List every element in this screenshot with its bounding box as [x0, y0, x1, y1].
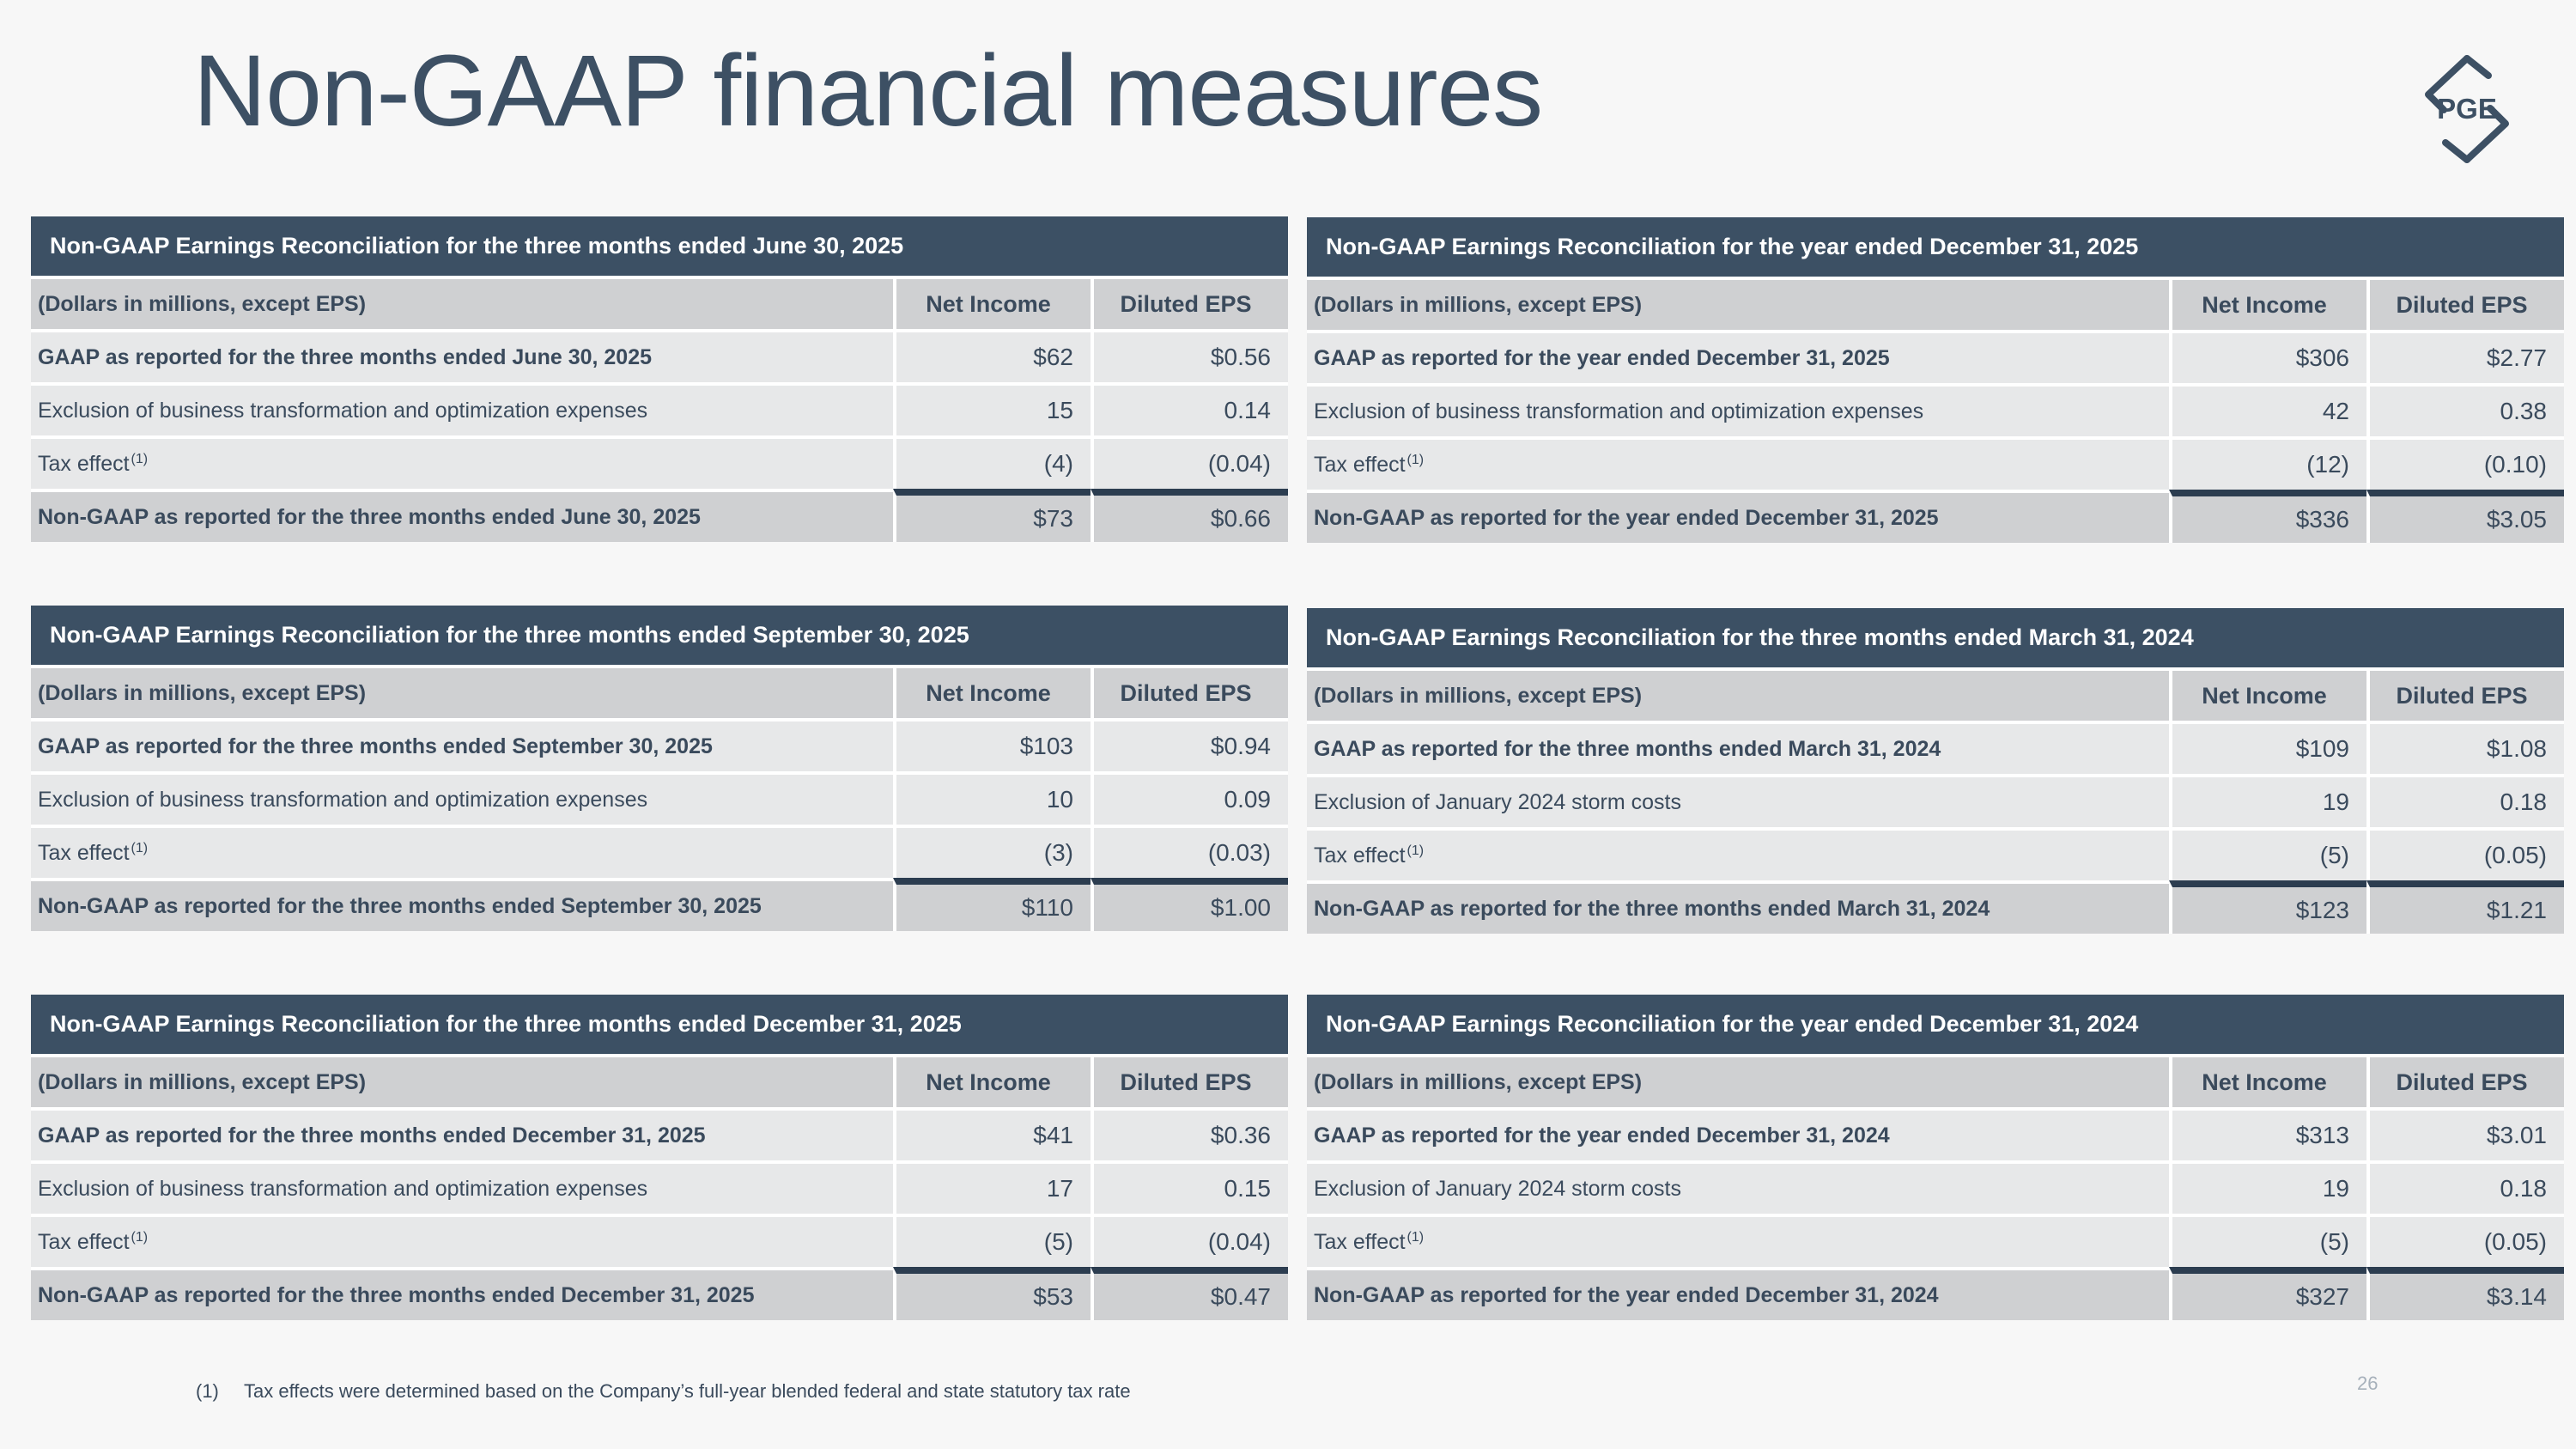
- row-label: GAAP as reported for the three months ended March 31, 2024: [1307, 721, 2169, 774]
- diluted-eps-value: $0.66: [1091, 489, 1288, 542]
- net-income-value: (5): [2169, 1214, 2366, 1267]
- net-income-value: (5): [893, 1214, 1091, 1267]
- table-total-row: [31, 878, 1288, 931]
- net-income-value: $313: [2169, 1107, 2366, 1160]
- net-income-value: (5): [2169, 827, 2366, 880]
- diluted-eps-value: (0.05): [2366, 1214, 2564, 1267]
- diluted-eps-header: Diluted EPS: [1091, 1054, 1288, 1107]
- reconciliation-table: [1307, 667, 2564, 934]
- row-label: Non-GAAP as reported for the three months ended March 31, 2024: [1307, 880, 2169, 934]
- diluted-eps-value: (0.04): [1091, 1214, 1288, 1267]
- diluted-eps-value: 0.18: [2366, 1160, 2564, 1214]
- table-row: [31, 435, 1288, 489]
- net-income-value: 10: [893, 771, 1091, 825]
- panel-title: Non-GAAP Earnings Reconciliation for the three months ended December 31, 2025: [31, 995, 1288, 1054]
- reconciliation-table: [31, 276, 1288, 542]
- diluted-eps-value: (0.04): [1091, 435, 1288, 489]
- net-income-value: $336: [2169, 490, 2366, 543]
- table-total-row: [1307, 490, 2564, 543]
- net-income-value: (12): [2169, 436, 2366, 490]
- table-row: [1307, 1107, 2564, 1160]
- diluted-eps-value: $3.14: [2366, 1267, 2564, 1320]
- table-row: [31, 382, 1288, 435]
- pge-logo-text: PGE: [2437, 93, 2497, 125]
- diluted-eps-header: Diluted EPS: [2366, 667, 2564, 721]
- net-income-header: Net Income: [893, 665, 1091, 718]
- diluted-eps-value: $1.08: [2366, 721, 2564, 774]
- row-label: [31, 435, 893, 489]
- table-row: [1307, 827, 2564, 880]
- diluted-eps-value: $0.36: [1091, 1107, 1288, 1160]
- table-header-row: [1307, 667, 2564, 721]
- row-label: [1307, 436, 2169, 490]
- net-income-value: $110: [893, 878, 1091, 931]
- net-income-value: $327: [2169, 1267, 2366, 1320]
- units-label: (Dollars in millions, except EPS): [1307, 1054, 2169, 1107]
- reconciliation-q4-2025: [31, 995, 1288, 1320]
- table-row: [31, 1160, 1288, 1214]
- reconciliation-table: [1307, 277, 2564, 543]
- row-label: Exclusion of business transformation and optimization expenses: [1307, 383, 2169, 436]
- row-label: GAAP as reported for the year ended December 31, 2025: [1307, 330, 2169, 383]
- diluted-eps-value: (0.03): [1091, 825, 1288, 878]
- footnote-marker: (1): [196, 1380, 219, 1402]
- diluted-eps-header: Diluted EPS: [1091, 665, 1288, 718]
- net-income-value: $41: [893, 1107, 1091, 1160]
- table-row: [1307, 436, 2564, 490]
- tax-effect-label: Tax effect: [1314, 843, 1406, 868]
- net-income-value: $53: [893, 1267, 1091, 1320]
- net-income-value: 15: [893, 382, 1091, 435]
- panel-title: Non-GAAP Earnings Reconciliation for the three months ended September 30, 2025: [31, 606, 1288, 665]
- table-header-row: [31, 1054, 1288, 1107]
- table-row: [31, 771, 1288, 825]
- diluted-eps-value: 0.38: [2366, 383, 2564, 436]
- net-income-value: (3): [893, 825, 1091, 878]
- row-label: Exclusion of January 2024 storm costs: [1307, 774, 2169, 827]
- tax-effect-label: Tax effect: [1314, 1229, 1406, 1254]
- row-label: Exclusion of business transformation and optimization expenses: [31, 382, 893, 435]
- tax-effect-label: Tax effect: [1314, 452, 1406, 477]
- diluted-eps-value: $1.21: [2366, 880, 2564, 934]
- reconciliation-q3-2025: [31, 606, 1288, 931]
- diluted-eps-value: 0.18: [2366, 774, 2564, 827]
- row-label: Non-GAAP as reported for the year ended December 31, 2024: [1307, 1267, 2169, 1320]
- units-label: (Dollars in millions, except EPS): [31, 276, 893, 329]
- table-total-row: [31, 1267, 1288, 1320]
- table-row: [31, 825, 1288, 878]
- reconciliation-table: [31, 665, 1288, 931]
- tax-effect-label: Tax effect: [38, 840, 130, 865]
- row-label: Exclusion of January 2024 storm costs: [1307, 1160, 2169, 1214]
- diluted-eps-value: $0.56: [1091, 329, 1288, 382]
- row-label: GAAP as reported for the three months ended December 31, 2025: [31, 1107, 893, 1160]
- diluted-eps-value: 0.09: [1091, 771, 1288, 825]
- footnote-ref: (1): [1406, 1229, 1425, 1245]
- diluted-eps-value: (0.05): [2366, 827, 2564, 880]
- table-row: [1307, 383, 2564, 436]
- reconciliation-q2-2025: [31, 216, 1288, 542]
- table-header-row: [31, 276, 1288, 329]
- net-income-value: $62: [893, 329, 1091, 382]
- page-title: Non-GAAP financial measures: [193, 34, 1543, 148]
- table-row: [1307, 721, 2564, 774]
- footnote-ref: (1): [1406, 452, 1425, 467]
- net-income-value: 19: [2169, 774, 2366, 827]
- diluted-eps-value: $2.77: [2366, 330, 2564, 383]
- table-row: [1307, 1160, 2564, 1214]
- diluted-eps-header: Diluted EPS: [2366, 1054, 2564, 1107]
- table-row: [31, 1214, 1288, 1267]
- table-row: [31, 329, 1288, 382]
- net-income-value: 17: [893, 1160, 1091, 1214]
- row-label: GAAP as reported for the three months ended June 30, 2025: [31, 329, 893, 382]
- net-income-header: Net Income: [2169, 667, 2366, 721]
- panel-title: Non-GAAP Earnings Reconciliation for the year ended December 31, 2024: [1307, 995, 2564, 1054]
- row-label: [31, 1214, 893, 1267]
- net-income-value: $123: [2169, 880, 2366, 934]
- diluted-eps-value: $0.47: [1091, 1267, 1288, 1320]
- diluted-eps-value: 0.14: [1091, 382, 1288, 435]
- row-label: Non-GAAP as reported for the three months ended June 30, 2025: [31, 489, 893, 542]
- table-header-row: [31, 665, 1288, 718]
- row-label: GAAP as reported for the three months ended September 30, 2025: [31, 718, 893, 771]
- diluted-eps-value: $0.94: [1091, 718, 1288, 771]
- net-income-value: (4): [893, 435, 1091, 489]
- units-label: (Dollars in millions, except EPS): [31, 665, 893, 718]
- net-income-header: Net Income: [2169, 1054, 2366, 1107]
- table-total-row: [1307, 1267, 2564, 1320]
- footnote-ref: (1): [131, 451, 149, 466]
- net-income-value: $306: [2169, 330, 2366, 383]
- diluted-eps-value: $3.05: [2366, 490, 2564, 543]
- diluted-eps-header: Diluted EPS: [2366, 277, 2564, 330]
- table-row: [1307, 330, 2564, 383]
- reconciliation-fy-2024: [1307, 995, 2564, 1320]
- net-income-value: $103: [893, 718, 1091, 771]
- pge-logo: [2411, 53, 2523, 165]
- diluted-eps-header: Diluted EPS: [1091, 276, 1288, 329]
- table-row: [31, 718, 1288, 771]
- table-total-row: [1307, 880, 2564, 934]
- reconciliation-fy-2025: [1307, 217, 2564, 543]
- footnote-ref: (1): [131, 840, 149, 855]
- net-income-header: Net Income: [893, 1054, 1091, 1107]
- table-total-row: [31, 489, 1288, 542]
- reconciliation-table: [31, 1054, 1288, 1320]
- row-label: [31, 825, 893, 878]
- table-row: [1307, 774, 2564, 827]
- panel-title: Non-GAAP Earnings Reconciliation for the year ended December 31, 2025: [1307, 217, 2564, 277]
- diluted-eps-value: 0.15: [1091, 1160, 1288, 1214]
- table-header-row: [1307, 277, 2564, 330]
- table-header-row: [1307, 1054, 2564, 1107]
- table-row: [31, 1107, 1288, 1160]
- row-label: Non-GAAP as reported for the three months ended September 30, 2025: [31, 878, 893, 931]
- row-label: Non-GAAP as reported for the year ended December 31, 2025: [1307, 490, 2169, 543]
- footnote-ref: (1): [131, 1229, 149, 1245]
- row-label: Exclusion of business transformation and optimization expenses: [31, 1160, 893, 1214]
- diluted-eps-value: (0.10): [2366, 436, 2564, 490]
- footnote-text: Tax effects were determined based on the Company’s full-year blended federal and state statutory tax rate: [244, 1380, 1131, 1402]
- table-row: [1307, 1214, 2564, 1267]
- net-income-header: Net Income: [2169, 277, 2366, 330]
- reconciliation-q1-2024: [1307, 608, 2564, 934]
- footnote-ref: (1): [1406, 843, 1425, 858]
- row-label: Non-GAAP as reported for the three months ended December 31, 2025: [31, 1267, 893, 1320]
- net-income-value: 19: [2169, 1160, 2366, 1214]
- net-income-value: $73: [893, 489, 1091, 542]
- tax-effect-label: Tax effect: [38, 451, 130, 476]
- net-income-value: 42: [2169, 383, 2366, 436]
- row-label: Exclusion of business transformation and optimization expenses: [31, 771, 893, 825]
- page-number: 26: [2357, 1373, 2379, 1394]
- row-label: [1307, 827, 2169, 880]
- reconciliation-table: [1307, 1054, 2564, 1320]
- row-label: [1307, 1214, 2169, 1267]
- panel-title: Non-GAAP Earnings Reconciliation for the three months ended March 31, 2024: [1307, 608, 2564, 667]
- net-income-header: Net Income: [893, 276, 1091, 329]
- row-label: GAAP as reported for the year ended December 31, 2024: [1307, 1107, 2169, 1160]
- footnote: [196, 1380, 1131, 1403]
- units-label: (Dollars in millions, except EPS): [1307, 277, 2169, 330]
- diluted-eps-value: $3.01: [2366, 1107, 2564, 1160]
- diluted-eps-value: $1.00: [1091, 878, 1288, 931]
- units-label: (Dollars in millions, except EPS): [31, 1054, 893, 1107]
- net-income-value: $109: [2169, 721, 2366, 774]
- panel-title: Non-GAAP Earnings Reconciliation for the three months ended June 30, 2025: [31, 216, 1288, 276]
- units-label: (Dollars in millions, except EPS): [1307, 667, 2169, 721]
- tax-effect-label: Tax effect: [38, 1229, 130, 1254]
